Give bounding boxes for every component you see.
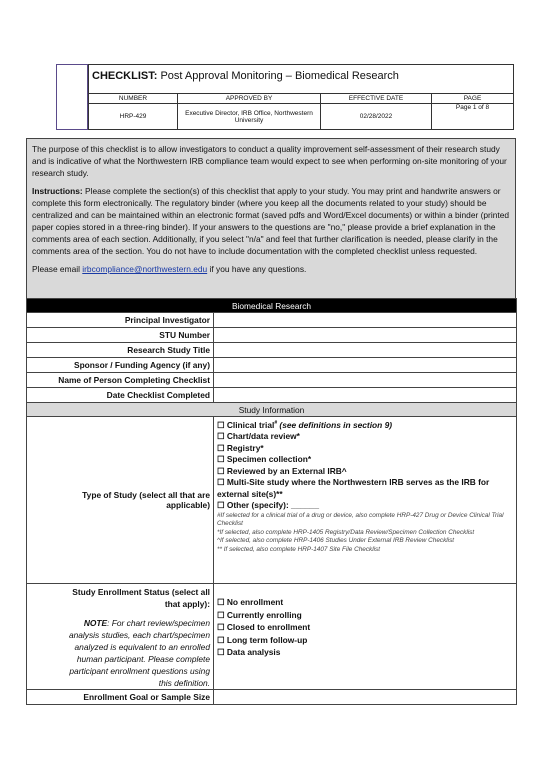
- type-of-study-label: Type of Study (select all that are applicable): [27, 417, 214, 584]
- note-registry: *If selected, also complete HRP-1405 Registry/Data Review/Specimen Collection Checklist: [217, 528, 475, 536]
- clinical-note: (see definitions in section 9): [277, 419, 393, 430]
- biomedical-heading: Biomedical Research: [27, 299, 517, 313]
- header-info-table: [88, 93, 514, 130]
- title-rest: Post Approval Monitoring – Biomedical Research: [157, 70, 399, 82]
- type-of-study-options: [214, 417, 517, 584]
- enrollment-note-bold: NOTE: [83, 618, 108, 628]
- field-input-sponsor[interactable]: [214, 358, 517, 373]
- email-line: [32, 263, 511, 275]
- field-input-date[interactable]: [214, 388, 517, 403]
- instructions-label: Instructions:: [32, 186, 83, 196]
- field-label-sponsor: Sponsor / Funding Agency (if any): [27, 358, 214, 373]
- option-data-analysis[interactable]: ☐ Data analysis: [217, 647, 281, 657]
- field-label-date: Date Checklist Completed: [27, 388, 214, 403]
- field-label-completer: Name of Person Completing Checklist: [27, 373, 214, 388]
- email-suffix: if you have any questions.: [207, 264, 307, 274]
- option-closed[interactable]: ☐ Closed to enrollment: [217, 622, 311, 632]
- enrollment-status-cell: [27, 584, 214, 690]
- study-info-heading: Study Information: [27, 403, 517, 417]
- purpose-text: The purpose of this checklist is to allow investigators to conduct a quality improvement self-assessment of their research study and is indicative of what the Northwestern IRB compliance team would expect to see when performing on-site monitoring of your research study.: [32, 144, 507, 178]
- intro-box: [26, 138, 516, 299]
- effective-date: 02/28/2022: [321, 104, 432, 130]
- option-registry[interactable]: ☐ Registry*: [217, 442, 264, 453]
- option-long-term[interactable]: ☐ Long term follow-up: [217, 634, 308, 645]
- field-label-pi: Principal Investigator: [27, 313, 214, 328]
- option-multi-site[interactable]: ☐ Multi-Site study where the Northwestern IRB serves as the IRB for external site(s)**: [217, 477, 490, 499]
- field-input-title[interactable]: [214, 343, 517, 358]
- email-prefix: Please email: [32, 264, 83, 274]
- enrollment-note-text: : For chart review/specimen analysis studies, each chart/specimen analyzed is equivalent to an enrolled human participant. Please complete participant enrollment questions using this definition.: [68, 618, 210, 688]
- doc-number: HRP-429: [89, 104, 178, 130]
- col-approved: APPROVED BY: [178, 94, 321, 104]
- col-page: PAGE: [432, 94, 514, 104]
- col-number: NUMBER: [89, 94, 178, 104]
- note-site-file: ** If selected, also complete HRP-1407 Site File Checklist: [217, 545, 381, 553]
- field-input-stu[interactable]: [214, 328, 517, 343]
- option-external-irb[interactable]: ☐ Reviewed by an External IRB^: [217, 465, 347, 476]
- enrollment-note: [57, 617, 210, 689]
- study-form-table: [26, 298, 517, 705]
- note-clinical: #If selected for a clinical trial of a drug or device, also complete HRP-427 Drug or Device Clinical Trial Checklist: [217, 511, 504, 528]
- note-external: ^If selected, also complete HRP-1406 Studies Under External IRB Review Checklist: [217, 537, 455, 545]
- page-number: Page 1 of 8: [432, 104, 514, 130]
- enrollment-options: [214, 584, 517, 690]
- enrollment-status-label: Study Enrollment Status (select all that apply):: [72, 587, 210, 609]
- clinical-sup: #: [274, 420, 278, 426]
- logo-placeholder: [56, 64, 88, 130]
- instructions-text: [32, 185, 511, 257]
- option-other[interactable]: ☐ Other (specify): ______: [217, 500, 320, 511]
- field-label-stu: STU Number: [27, 328, 214, 343]
- option-no-enrollment[interactable]: ☐ No enrollment: [217, 597, 284, 607]
- option-currently-enrolling[interactable]: ☐ Currently enrolling: [217, 609, 302, 620]
- email-link[interactable]: irbcompliance@northwestern.edu: [82, 264, 208, 274]
- option-clinical-label: ☐ Clinical trial: [217, 419, 275, 430]
- field-input-completer[interactable]: [214, 373, 517, 388]
- document-title: [92, 70, 399, 82]
- enrollment-goal-label: Enrollment Goal or Sample Size: [27, 690, 214, 705]
- enrollment-goal-input[interactable]: [214, 690, 517, 705]
- instructions-body: Please complete the section(s) of this checklist that apply to your study. You may print and handwrite answers or complete this form electronically. The regulatory binder (where you keep all the documents related to your study) should be centralized and can be maintained within an electronic format (saved pdfs and Word/Excel documents) or within a binder (printed paper copies stored in a three-ring binder). If your answers to the questions are "no," please provide a brief explanation in the comments area of each section. Additionally, if you select "n/a" and feel that further clarification is needed, please clarify in the comments area of the section. You do not have to include documentation with the completed checklist unless requested.: [32, 186, 510, 256]
- col-effective: EFFECTIVE DATE: [321, 94, 432, 104]
- field-input-pi[interactable]: [214, 313, 517, 328]
- approved-by: Executive Director, IRB Office, Northwestern University: [178, 104, 321, 130]
- title-bold: CHECKLIST:: [92, 70, 158, 82]
- option-specimen[interactable]: ☐ Specimen collection*: [217, 454, 312, 465]
- field-label-title: Research Study Title: [27, 343, 214, 358]
- option-chart-review[interactable]: ☐ Chart/data review*: [217, 431, 300, 442]
- option-clinical-trial[interactable]: [217, 418, 513, 431]
